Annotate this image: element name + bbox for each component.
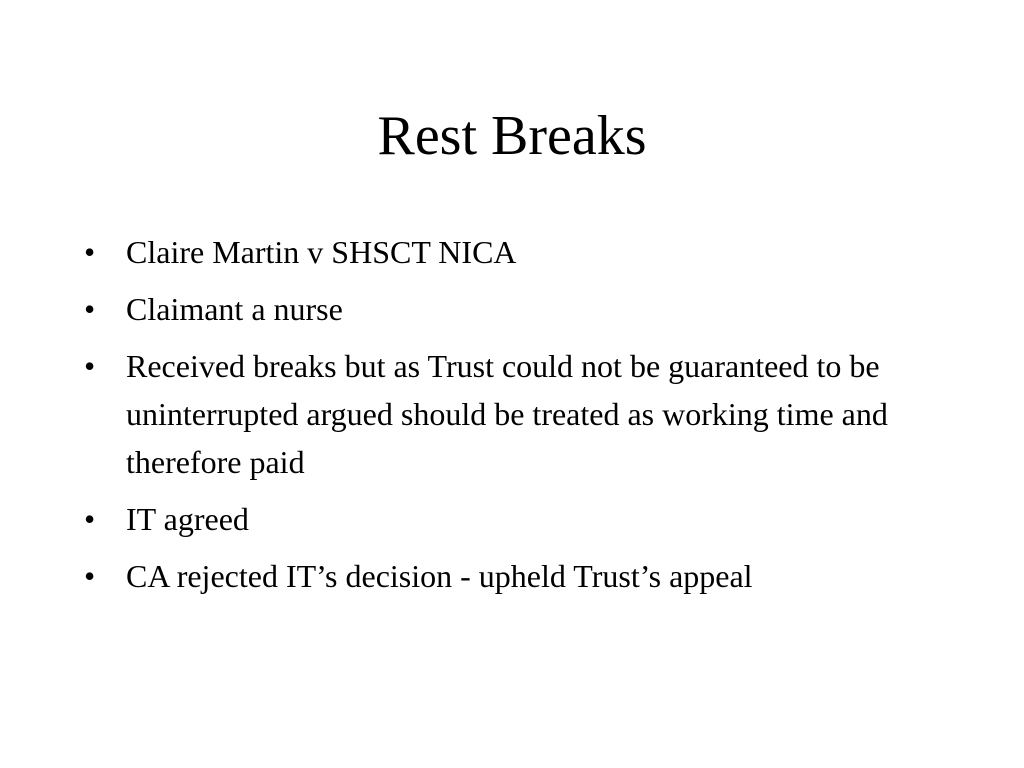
- bullet-list: [84, 228, 944, 609]
- bullet-item-ca-decision: [84, 552, 944, 600]
- bullet-point-icon: •: [84, 558, 96, 594]
- slide-title: Rest Breaks: [377, 105, 647, 167]
- bullet-point-icon: •: [84, 348, 96, 384]
- bullet-point-icon: •: [84, 234, 96, 270]
- bullet-point-icon: •: [84, 291, 96, 327]
- bullet-text: Claimant a nurse: [126, 291, 343, 327]
- bullet-point-icon: •: [84, 501, 96, 537]
- bullet-item-it-decision: [84, 495, 944, 543]
- bullet-text: CA rejected IT’s decision - upheld Trust’s appeal: [126, 558, 753, 594]
- bullet-item-claimant: [84, 285, 944, 333]
- bullet-text: Received breaks but as Trust could not be guaranteed to be uninterrupted argued should be treated as working time and therefore paid: [126, 348, 888, 480]
- bullet-item-argument: [84, 342, 944, 486]
- bullet-text: IT agreed: [126, 501, 249, 537]
- bullet-text: Claire Martin v SHSCT NICA: [126, 234, 517, 270]
- bullet-item-case-name: [84, 228, 944, 276]
